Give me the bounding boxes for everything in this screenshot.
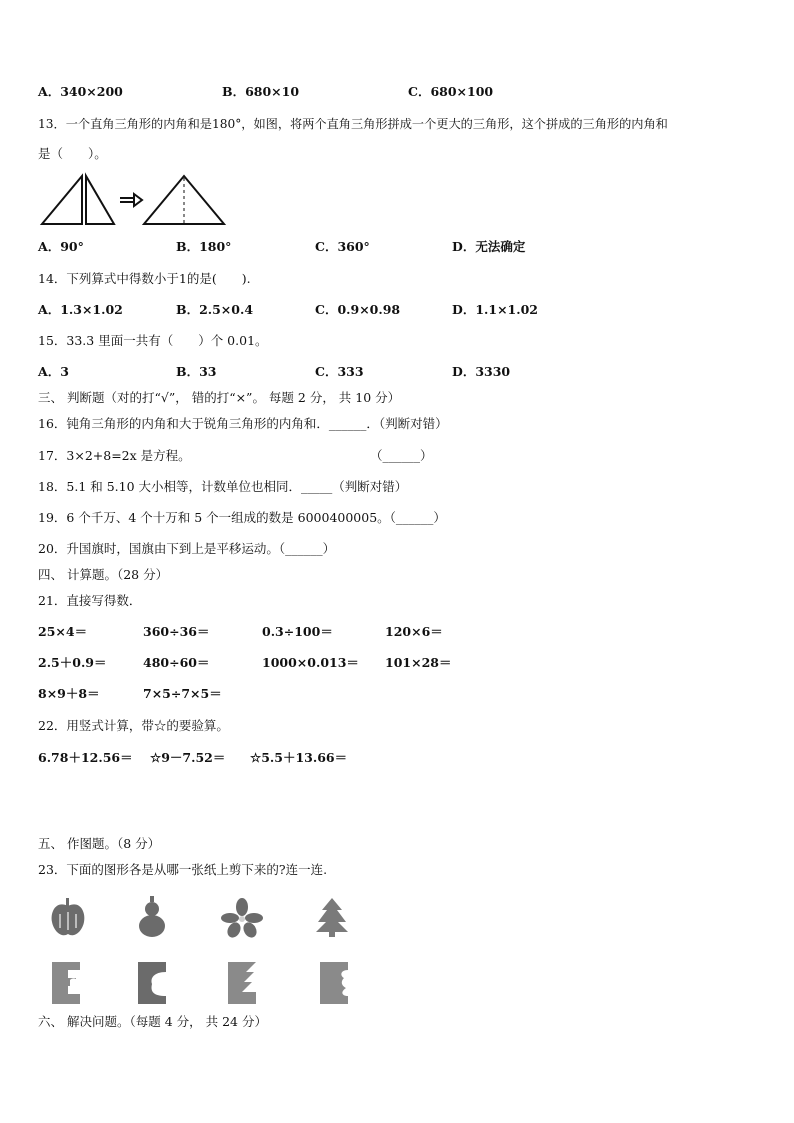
q13-triangle-figure — [38, 170, 238, 230]
q17-answer-blank[interactable]: （______） — [370, 448, 433, 463]
q22-item: ☆5.5＋13.66＝ — [250, 750, 348, 765]
q15-option-b: B．33 — [176, 364, 217, 379]
q12-option-a: A．340×200 — [38, 84, 123, 99]
q16-text: 16．钝角三角形的内角和大于锐角三角形的内角和．______．（判断对错） — [38, 416, 448, 431]
q20-text: 20．升国旗时，国旗由下到上是平移运动。（______） — [38, 541, 336, 556]
paper-sheet-1-icon — [50, 960, 84, 1006]
q15-option-d: D．3330 — [452, 364, 511, 379]
q21-item: 8×9＋8＝ — [38, 686, 100, 701]
q13-text-line2: 是（ ）。 — [38, 146, 107, 161]
gourd-cutout-icon — [134, 896, 170, 938]
paper-sheet-2-icon — [136, 960, 170, 1006]
q18-text: 18．5.1 和 5.10 大小相等，计数单位也相同．_____（判断对错） — [38, 479, 408, 494]
q15-text: 15．33.3 里面一共有（ ）个 0.01。 — [38, 333, 268, 348]
q21-item: 2.5＋0.9＝ — [38, 655, 107, 670]
paper-sheet-4-icon — [318, 960, 352, 1006]
q13-text-line1: 13．一个直角三角形的内角和是180°，如图，将两个直角三角形拼成一个更大的三角形，这个拼成的三角形的内角和 — [38, 117, 668, 131]
section6-heading: 六、 解决问题。（每题 4 分， 共 24 分） — [38, 1014, 267, 1029]
section3-heading: 三、 判断题（对的打“√”， 错的打“×”。 每题 2 分， 共 10 分） — [38, 390, 401, 405]
flower-cutout-icon — [220, 898, 264, 938]
q21-item: 7×5÷7×5＝ — [143, 686, 222, 701]
q15-option-a: A．3 — [38, 364, 69, 379]
q13-option-d: D．无法确定 — [452, 239, 526, 254]
q21-item: 1000×0.013＝ — [262, 655, 359, 670]
q21-item: 120×6＝ — [385, 624, 443, 639]
q14-text: 14．下列算式中得数小于1的是( ). — [38, 271, 251, 286]
q13-option-a: A．90° — [38, 239, 84, 254]
q12-option-c: C．680×100 — [408, 84, 494, 99]
q13-option-b: B．180° — [176, 239, 232, 254]
q19-text: 19．6 个千万、4 个十万和 5 个一组成的数是 6000400005。（______） — [38, 510, 446, 525]
q14-option-b: B．2.5×0.4 — [176, 302, 254, 317]
q21-item: 101×28＝ — [385, 655, 452, 670]
q13-option-c: C．360° — [315, 239, 370, 254]
q12-option-b: B．680×10 — [222, 84, 300, 99]
q14-option-a: A．1.3×1.02 — [38, 302, 123, 317]
q22-item: 6.78＋12.56＝ — [38, 750, 133, 765]
tree-cutout-icon — [314, 896, 350, 938]
paper-sheet-3-icon — [226, 960, 260, 1006]
q14-option-d: D．1.1×1.02 — [452, 302, 539, 317]
arrow-icon — [120, 194, 142, 206]
section5-heading: 五、 作图题。（8 分） — [38, 836, 161, 851]
q21-item: 480÷60＝ — [143, 655, 210, 670]
q17-text: 17．3×2+8=2x 是方程。 — [38, 448, 191, 463]
q21-item: 0.3÷100＝ — [262, 624, 333, 639]
q14-option-c: C．0.9×0.98 — [315, 302, 401, 317]
q21-item: 360÷36＝ — [143, 624, 210, 639]
q22-item: ☆9－7.52＝ — [150, 750, 226, 765]
q22-text: 22．用竖式计算，带☆的要验算。 — [38, 718, 229, 733]
q21-text: 21．直接写得数． — [38, 593, 142, 608]
section4-heading: 四、 计算题。（28 分） — [38, 567, 169, 582]
q23-text: 23．下面的图形各是从哪一张纸上剪下来的?连一连. — [38, 862, 328, 877]
apple-cutout-icon — [48, 896, 88, 938]
q15-option-c: C．333 — [315, 364, 364, 379]
q21-item: 25×4＝ — [38, 624, 88, 639]
